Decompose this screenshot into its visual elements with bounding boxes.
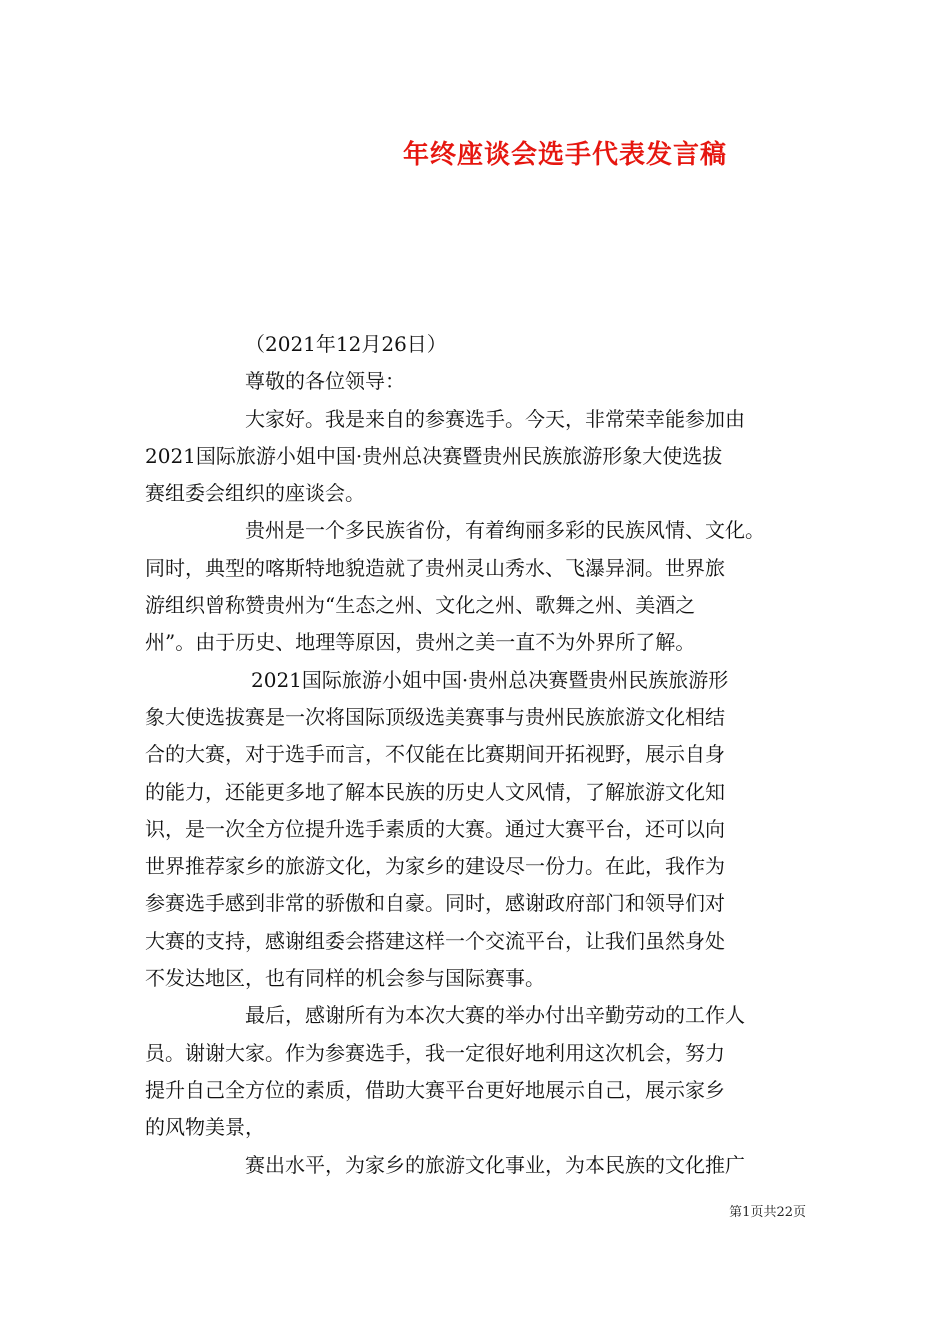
paragraph-3-line-1: 2021国际旅游小姐中国·贵州总决赛暨贵州民族旅游形 <box>251 667 729 692</box>
paragraph-3-line-6: 世界推荐家乡的旅游文化，为家乡的建设尽一份力。在此，我作为 <box>145 854 725 879</box>
paragraph-4-line-1: 最后，感谢所有为本次大赛的举办付出辛勤劳动的工作人 <box>245 1003 745 1028</box>
document-title: 年终座谈会选手代表发言稿 <box>402 140 727 170</box>
page-number: 第1页共22页 <box>729 1205 806 1220</box>
paragraph-2-line-1: 贵州是一个多民族省份，有着绚丽多彩的民族风情、文化。 <box>245 518 765 543</box>
document-body <box>145 326 815 1184</box>
paragraph-1-line-1: 大家好。我是来自的参赛选手。今天，非常荣幸能参加由 <box>245 406 745 431</box>
paragraph-3-line-3: 合的大赛，对于选手而言，不仅能在比赛期间开拓视野，展示自身 <box>145 742 725 767</box>
paragraph-2-line-3: 游组织曾称赞贵州为“生态之州、文化之州、歌舞之州、美酒之 <box>145 593 696 618</box>
paragraph-3-line-5: 识，是一次全方位提升选手素质的大赛。通过大赛平台，还可以向 <box>145 816 725 841</box>
date-line: （2021年12月26日） <box>245 332 447 356</box>
paragraph-4-line-2: 员。谢谢大家。作为参赛选手，我一定很好地利用这次机会，努力 <box>145 1040 725 1065</box>
paragraph-1-line-3: 赛组委会组织的座谈会。 <box>145 481 365 506</box>
paragraph-4-line-3: 提升自己全方位的素质，借助大赛平台更好地展示自己，展示家乡 <box>145 1077 725 1102</box>
paragraph-2-line-2: 同时，典型的喀斯特地貌造就了贵州灵山秀水、飞瀑异洞。世界旅 <box>145 555 725 580</box>
paragraph-3-line-2: 象大使选拔赛是一次将国际顶级选美赛事与贵州民族旅游文化相结 <box>145 704 725 729</box>
paragraph-3-line-9: 不发达地区，也有同样的机会参与国际赛事。 <box>145 966 545 991</box>
paragraph-5-line-1: 赛出水平，为家乡的旅游文化事业，为本民族的文化推广 <box>245 1152 745 1177</box>
paragraph-4-line-4: 的风物美景， <box>145 1115 265 1140</box>
salutation-line: 尊敬的各位领导： <box>245 369 405 394</box>
paragraph-2-line-4: 州”。由于历史、地理等原因，贵州之美一直不为外界所了解。 <box>145 630 696 655</box>
paragraph-3-line-4: 的能力，还能更多地了解本民族的历史人文风情，了解旅游文化知 <box>145 779 725 804</box>
paragraph-3-line-8: 大赛的支持，感谢组委会搭建这样一个交流平台，让我们虽然身处 <box>145 928 725 953</box>
paragraph-1-line-2: 2021国际旅游小姐中国·贵州总决赛暨贵州民族旅游形象大使选拔 <box>145 443 723 468</box>
paragraph-3-line-7: 参赛选手感到非常的骄傲和自豪。同时，感谢政府部门和领导们对 <box>145 891 725 916</box>
